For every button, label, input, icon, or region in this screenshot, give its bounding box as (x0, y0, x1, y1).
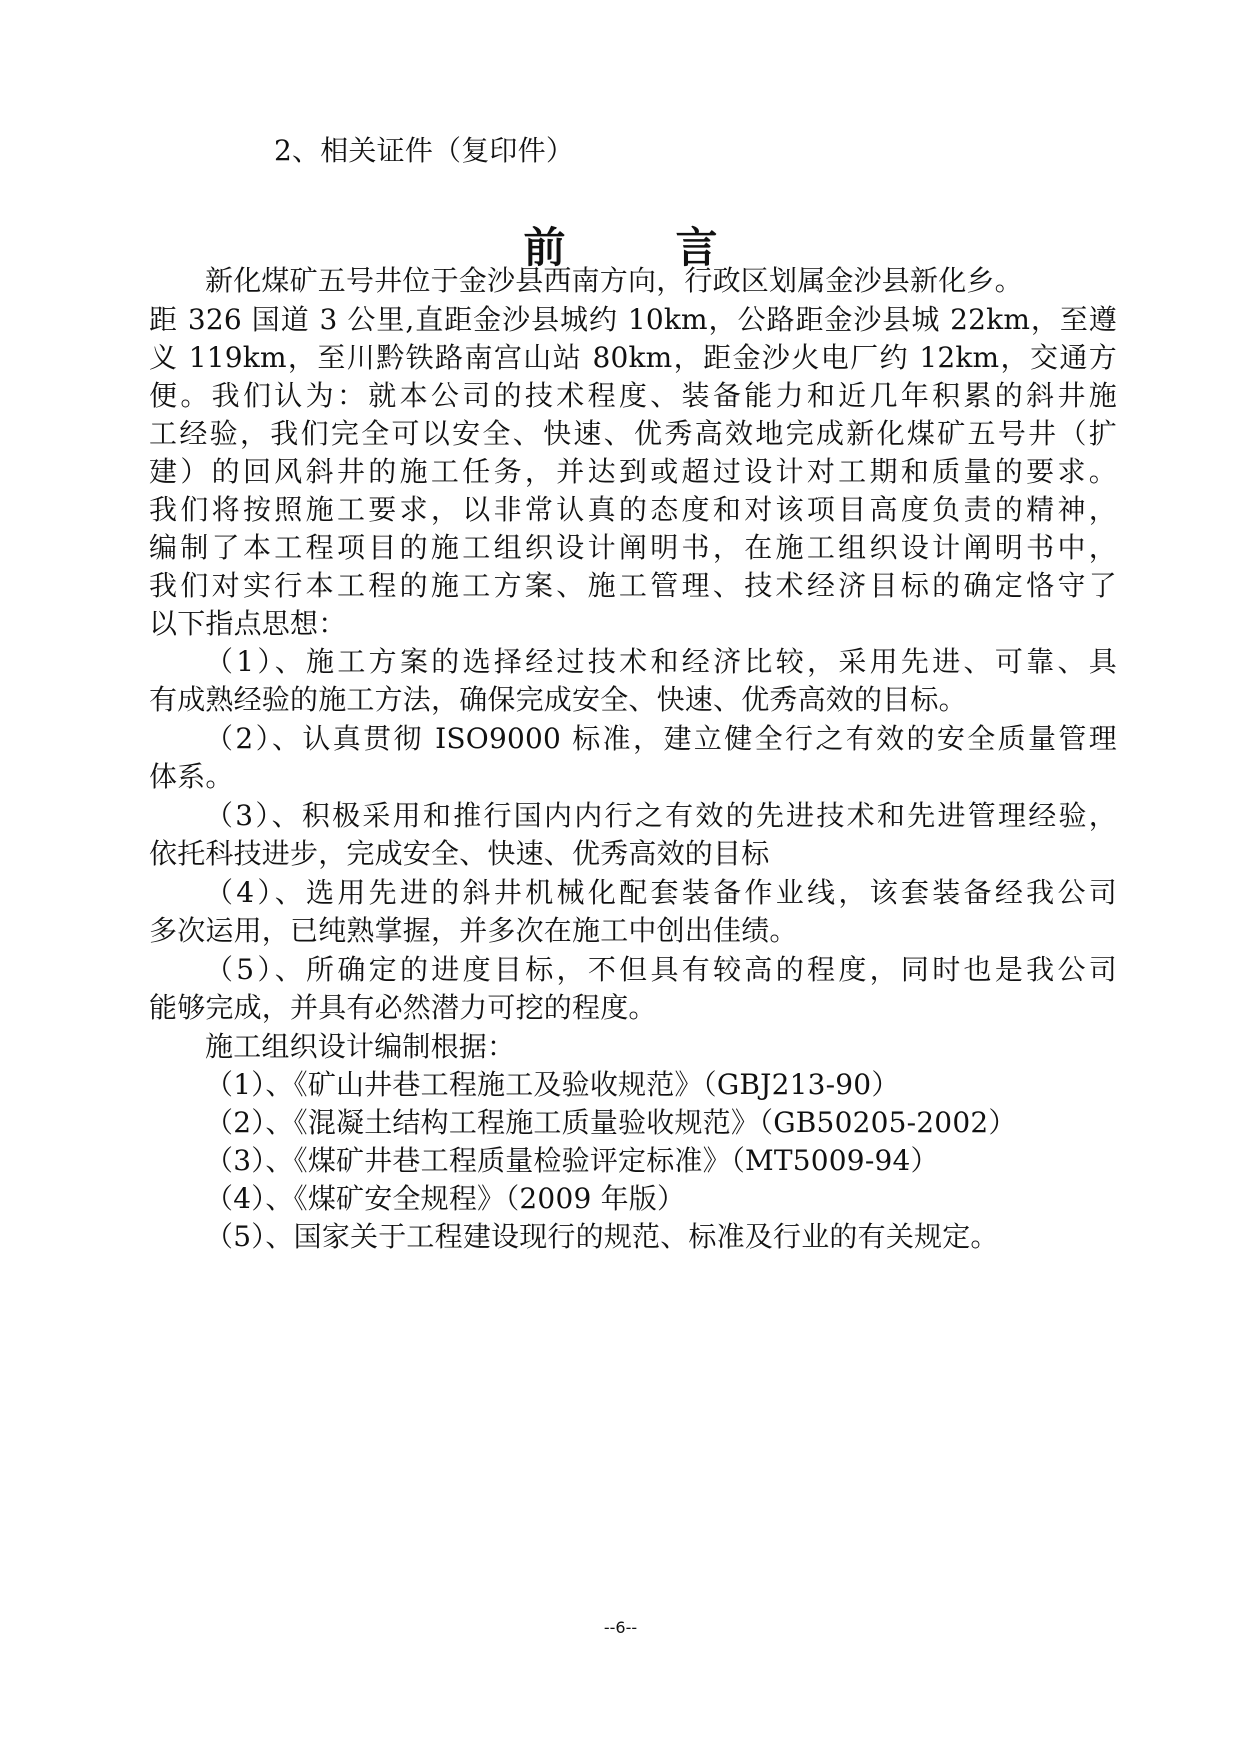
paragraph-line: 义 119km，至川黔铁路南宫山站 80km，距金沙火电厂约 12km，交通方 (149, 341, 1117, 374)
paragraph-line: 便。我们认为：就本公司的技术程度、装备能力和近几年积累的斜井施 (149, 379, 1117, 412)
paragraph-line: （1）、施工方案的选择经过技术和经济比较，采用先进、可靠、具 (205, 645, 1117, 678)
paragraph-line: 距 326 国道 3 公里,直距金沙县城约 10km，公路距金沙县城 22km，至遵 (149, 303, 1117, 336)
paragraph-line: 建）的回风斜井的施工任务，并达到或超过设计对工期和质量的要求。 (149, 455, 1117, 488)
basis-item: （2）、《混凝土结构工程施工质量验收规范》（GB50205-2002） (205, 1106, 1017, 1139)
paragraph-line: 能够完成，并具有必然潜力可挖的程度。 (149, 991, 657, 1024)
basis-item: （3）、《煤矿井巷工程质量检验评定标准》（MT5009-94） (205, 1144, 939, 1177)
paragraph-line: 工经验，我们完全可以安全、快速、优秀高效地完成新化煤矿五号井（扩 (149, 417, 1117, 450)
paragraph-line: 我们对实行本工程的施工方案、施工管理、技术经济目标的确定恪守了 (149, 569, 1117, 602)
paragraph-line: （5）、所确定的进度目标，不但具有较高的程度，同时也是我公司 (205, 953, 1117, 986)
section-title-left: 前 (523, 223, 566, 272)
paragraph-line: 编制了本工程项目的施工组织设计阐明书，在施工组织设计阐明书中， (149, 531, 1117, 564)
paragraph-line: 有成熟经验的施工方法，确保完成安全、快速、优秀高效的目标。 (149, 683, 967, 716)
paragraph-line: 体系。 (149, 760, 234, 793)
paragraph-line: 以下指点思想： (149, 607, 347, 640)
paragraph-line: （4）、选用先进的斜井机械化配套装备作业线，该套装备经我公司 (205, 876, 1117, 909)
paragraph-line: 依托科技进步，完成安全、快速、优秀高效的目标 (149, 837, 770, 870)
basis-item: （5）、国家关于工程建设现行的规范、标准及行业的有关规定。 (205, 1220, 999, 1253)
attachment-label: 2、相关证件（复印件） (274, 134, 575, 167)
basis-heading: 施工组织设计编制根据： (205, 1030, 516, 1063)
basis-item: （1）、《矿山井巷工程施工及验收规范》（GBJ213-90） (205, 1068, 900, 1101)
section-title-right: 言 (675, 223, 718, 272)
paragraph-line: （2）、认真贯彻 ISO9000 标准，建立健全行之有效的安全质量管理 (205, 722, 1117, 755)
page-number: --6-- (603, 1618, 638, 1637)
paragraph-line: 我们将按照施工要求，以非常认真的态度和对该项目高度负责的精神， (149, 493, 1117, 526)
paragraph-line: （3）、积极采用和推行国内内行之有效的先进技术和先进管理经验， (205, 799, 1117, 832)
paragraph-line: 新化煤矿五号井位于金沙县西南方向，行政区划属金沙县新化乡。 (205, 264, 1023, 297)
basis-item: （4）、《煤矿安全规程》（2009 年版） (205, 1182, 686, 1215)
paragraph-line: 多次运用，已纯熟掌握，并多次在施工中创出佳绩。 (149, 914, 798, 947)
